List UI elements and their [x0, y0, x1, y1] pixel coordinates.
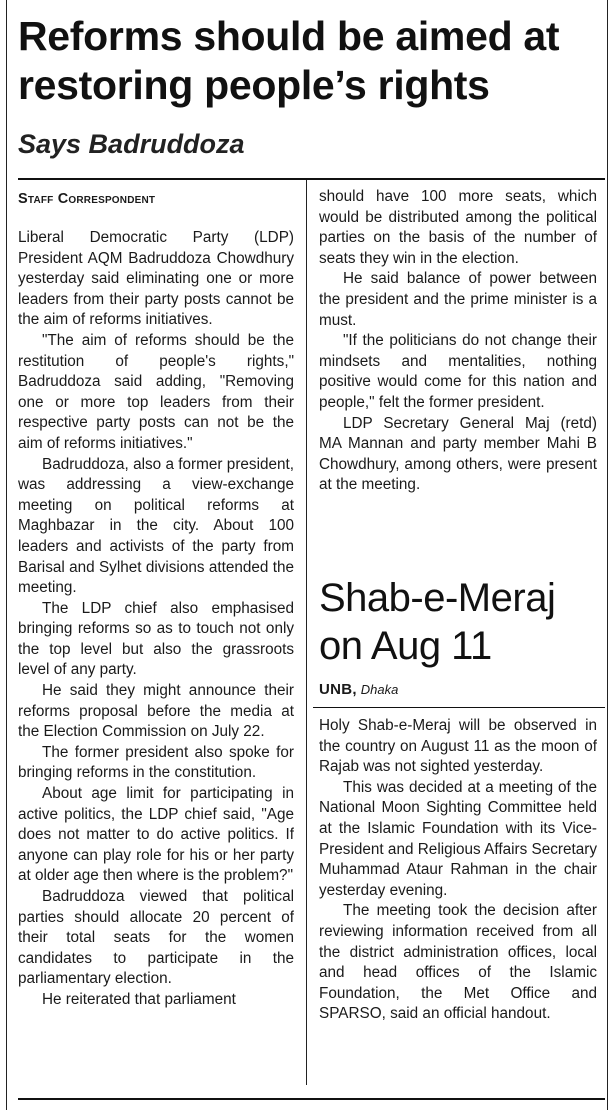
paragraph: Holy Shab-e-Meraj will be observed in the country on August 11 as the moon of Rajab was not sighted yesterday. [319, 717, 597, 776]
page-border-right [607, 0, 608, 1110]
paragraph: should have 100 more seats, which would be distributed among the political parties on the basis of the number of seats they win in the election. [319, 188, 597, 267]
second-headline: Shab-e-Meraj on Aug 11 [319, 576, 556, 668]
second-article-body [319, 716, 597, 1096]
paragraph: He reiterated that parliament [42, 990, 236, 1008]
column-divider [306, 180, 307, 1085]
paragraph: He said they might announce their reforms proposal before the media at the Election Commission on July 22. [18, 682, 294, 741]
bottom-rule [18, 1098, 605, 1100]
page-border-left [6, 0, 7, 1110]
paragraph: Badruddoza, also a former president, was addressing a view-exchange meeting on political reforms at Maghbazar in the city. About 100 leaders and activists of the party from Barisal and Sylhet divisions attended the meeting. [18, 455, 294, 597]
agency-name: UNB, [319, 681, 357, 698]
paragraph: Badruddoza viewed that political parties should allocate 20 percent of their total seats for the women candidates to participate in the parliamentary election. [18, 888, 294, 988]
main-subhead: Says Badruddoza [18, 129, 245, 159]
paragraph: The meeting took the decision after reviewing information received from all the district administration offices, local and head offices of the Islamic Foundation, the Met Office and SPARSO, said an official handout. [319, 902, 597, 1023]
second-article-rule [313, 707, 605, 708]
paragraph: Liberal Democratic Party (LDP) President AQM Badruddoza Chowdhury yesterday said eliminating one or more leaders from their party posts cannot be the aim of reforms initiatives. [18, 229, 294, 329]
paragraph: LDP Secretary General Maj (retd) MA Mannan and party member Mahi B Chowdhury, among others, were present at the meeting. [319, 414, 597, 494]
paragraph: This was decided at a meeting of the National Moon Sighting Committee held at the Islamic Foundation with its Vice-President and Religious Affairs Secretary Muhammad Ataur Rahman in the chair yesterday evening. [319, 778, 597, 899]
paragraph: "If the politicians do not change their mindsets and mentalities, nothing positive would come for this nation and people," felt the former president. [319, 332, 597, 411]
headline-rule [18, 178, 605, 180]
second-byline [319, 680, 398, 699]
paragraph: He said balance of power between the president and the prime minister is a must. [319, 270, 597, 329]
main-headline: Reforms should be aimed at restoring people’s rights [18, 13, 560, 108]
main-article-column-1 [18, 228, 294, 1088]
paragraph: "The aim of reforms should be the restitution of people's rights," Badruddoza said adding, "Removing one or more top leaders from their respective party posts can not be the aim of reforms initiatives." [18, 331, 294, 452]
dateline: Dhaka [360, 682, 399, 697]
byline: Staff Correspondent [18, 191, 156, 207]
paragraph: The former president also spoke for bringing reforms in the constitution. [18, 743, 294, 782]
main-article-column-2 [319, 187, 597, 562]
paragraph: The LDP chief also emphasised bringing reforms so as to touch not only the top level but also the grassroots level of any party. [18, 599, 294, 679]
paragraph: About age limit for participating in active politics, the LDP chief said, "Age does not matter to do active politics. If anyone can play role for his or her party at older age then where is the problem?" [18, 785, 294, 885]
